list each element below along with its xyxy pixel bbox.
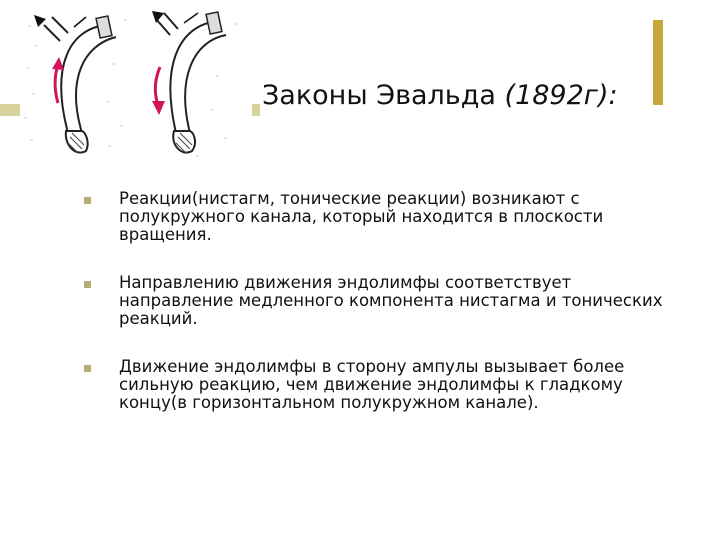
bullet-marker-icon <box>84 281 91 288</box>
bullet-text: Реакции(нистагм, тонические реакции) возникают с полукружного канала, который находится в плоскости вращения. <box>119 189 604 244</box>
bullet-marker-icon <box>84 365 91 372</box>
bullet-marker-icon <box>84 197 91 204</box>
bullet-text: Движение эндолимфы в сторону ампулы вызывает более сильную реакцию, чем движение эндолимфы к гладкому концу(в горизонтальном полукружном канале). <box>119 357 625 412</box>
bullet-text: Направлению движения эндолимфы соответствует направление медленного компонента нистагма и тонических реакций. <box>119 273 663 328</box>
title-prefix: Законы Эвальда <box>262 80 496 111</box>
slide-title <box>262 80 618 111</box>
accent-bracket <box>653 20 663 105</box>
semicircular-canal-illustration <box>20 5 252 163</box>
title-year: (1892г): <box>504 80 618 111</box>
